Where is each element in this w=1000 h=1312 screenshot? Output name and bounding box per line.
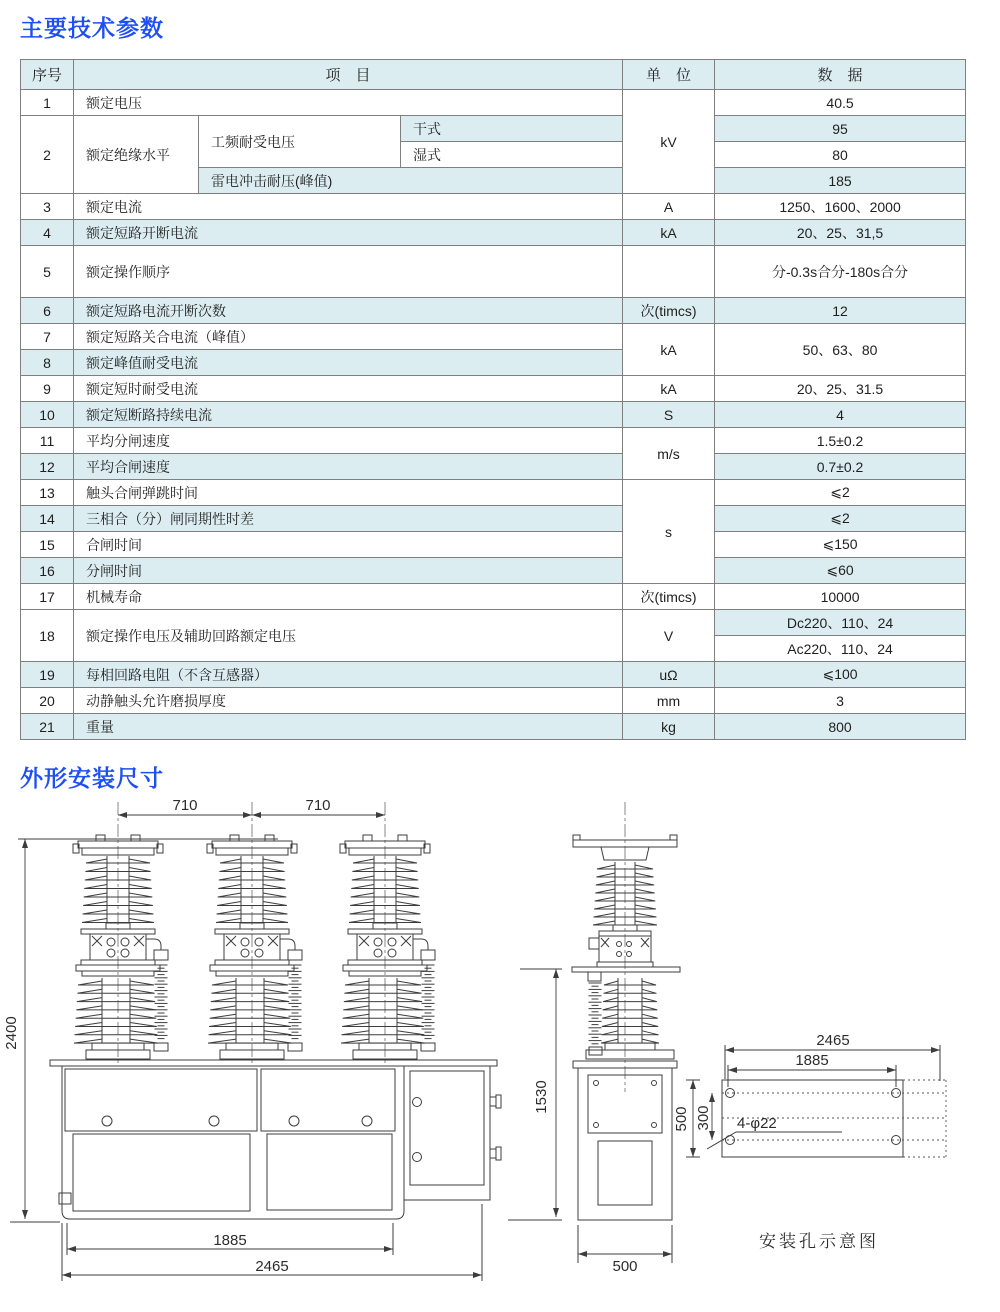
r20-unit: mm	[623, 688, 715, 714]
hole-diameter-label: 4-φ22	[737, 1115, 777, 1132]
r19-unit: uΩ	[623, 662, 715, 688]
r2-wet: 湿式	[401, 142, 623, 168]
r16-no: 16	[21, 558, 74, 584]
r4-unit: kA	[623, 220, 715, 246]
r11-unit: m/s	[623, 428, 715, 480]
r6-data: 12	[715, 298, 966, 324]
dim-pole-spacing-2: 710	[305, 797, 331, 814]
r9-no: 9	[21, 376, 74, 402]
table-row	[21, 584, 966, 610]
r5-unit	[623, 246, 715, 298]
r19-no: 19	[21, 662, 74, 688]
table-row	[21, 116, 966, 142]
r15-item: 合闸时间	[74, 532, 623, 558]
r18-data-dc: Dc220、110、24	[715, 610, 966, 636]
r7-data: 50、63、80	[715, 324, 966, 376]
r8-item: 额定峰值耐受电流	[74, 350, 623, 376]
table-row	[21, 688, 966, 714]
r10-data: 4	[715, 402, 966, 428]
r2-no: 2	[21, 116, 74, 194]
r19-item: 每相回路电阻（不含互感器）	[74, 662, 623, 688]
r21-data: 800	[715, 714, 966, 740]
section-title-dimensions: 外形安装尺寸	[20, 765, 164, 791]
r4-data: 20、25、31,5	[715, 220, 966, 246]
table-row	[21, 662, 966, 688]
r12-data: 0.7±0.2	[715, 454, 966, 480]
r21-unit: kg	[623, 714, 715, 740]
r3-item: 额定电流	[74, 194, 623, 220]
r10-item: 额定短断路持续电流	[74, 402, 623, 428]
mounting-hole-caption: 安装孔示意图	[759, 1232, 879, 1251]
r14-data: ⩽2	[715, 506, 966, 532]
table-row	[21, 220, 966, 246]
dim-pole-spacing-1: 710	[172, 797, 198, 814]
header-data: 数 据	[715, 60, 966, 90]
table-row	[21, 506, 966, 532]
r18-data-ac: Ac220、110、24	[715, 636, 966, 662]
table-row	[21, 480, 966, 506]
r8-no: 8	[21, 350, 74, 376]
r6-unit: 次(timcs)	[623, 298, 715, 324]
r9-unit: kA	[623, 376, 715, 402]
dim-holes-depth: 500	[673, 1106, 690, 1132]
parameters-table	[20, 59, 966, 740]
table-row	[21, 402, 966, 428]
table-header-row	[21, 60, 966, 90]
r16-item: 分闸时间	[74, 558, 623, 584]
r11-no: 11	[21, 428, 74, 454]
r12-item: 平均合闸速度	[74, 454, 623, 480]
r3-data: 1250、1600、2000	[715, 194, 966, 220]
r17-unit: 次(timcs)	[623, 584, 715, 610]
r20-item: 动静触头允许磨损厚度	[74, 688, 623, 714]
table-row	[21, 376, 966, 402]
r1-unit: kV	[623, 90, 715, 194]
table-row	[21, 90, 966, 116]
r3-no: 3	[21, 194, 74, 220]
r3-unit: A	[623, 194, 715, 220]
header-item: 项 目	[74, 60, 623, 90]
section-title-parameters: 主要技术参数	[20, 15, 164, 41]
r20-data: 3	[715, 688, 966, 714]
r12-no: 12	[21, 454, 74, 480]
dim-front-height: 2400	[3, 1016, 20, 1050]
r14-item: 三相合（分）闸同期性时差	[74, 506, 623, 532]
r2-data-impulse: 185	[715, 168, 966, 194]
r2-data-dry: 95	[715, 116, 966, 142]
dim-holes-spacing-y: 300	[695, 1105, 712, 1131]
r18-item: 额定操作电压及辅助回路额定电压	[74, 610, 623, 662]
table-row	[21, 454, 966, 480]
r2-group: 工频耐受电压	[199, 116, 401, 168]
r7-no: 7	[21, 324, 74, 350]
table-row	[21, 324, 966, 350]
r16-data: ⩽60	[715, 558, 966, 584]
r20-no: 20	[21, 688, 74, 714]
r18-no: 18	[21, 610, 74, 662]
r11-item: 平均分闸速度	[74, 428, 623, 454]
r17-item: 机械寿命	[74, 584, 623, 610]
table-row	[21, 558, 966, 584]
r9-item: 额定短时耐受电流	[74, 376, 623, 402]
dim-side-height: 1530	[533, 1080, 550, 1114]
r9-data: 20、25、31.5	[715, 376, 966, 402]
header-unit: 单 位	[623, 60, 715, 90]
r1-no: 1	[21, 90, 74, 116]
r2-dry: 干式	[401, 116, 623, 142]
r13-no: 13	[21, 480, 74, 506]
r1-data: 40.5	[715, 90, 966, 116]
table-row	[21, 532, 966, 558]
r5-data: 分-0.3s合分-180s合分	[715, 246, 966, 298]
r15-data: ⩽150	[715, 532, 966, 558]
r17-data: 10000	[715, 584, 966, 610]
table-row	[21, 610, 966, 636]
table-row	[21, 428, 966, 454]
table-row	[21, 246, 966, 298]
dim-front-body-width: 1885	[213, 1232, 247, 1249]
r21-no: 21	[21, 714, 74, 740]
table-row	[21, 298, 966, 324]
r13-item: 触头合闸弹跳时间	[74, 480, 623, 506]
r7-unit: kA	[623, 324, 715, 376]
outline-dimension-drawing	[0, 797, 1000, 1312]
r5-no: 5	[21, 246, 74, 298]
r10-unit: S	[623, 402, 715, 428]
r6-no: 6	[21, 298, 74, 324]
r4-no: 4	[21, 220, 74, 246]
r7-item: 额定短路关合电流（峰值）	[74, 324, 623, 350]
r15-no: 15	[21, 532, 74, 558]
r13-data: ⩽2	[715, 480, 966, 506]
r19-data: ⩽100	[715, 662, 966, 688]
r4-item: 额定短路开断电流	[74, 220, 623, 246]
r17-no: 17	[21, 584, 74, 610]
r21-item: 重量	[74, 714, 623, 740]
r2-impulse: 雷电冲击耐压(峰值)	[199, 168, 623, 194]
r13-unit: s	[623, 480, 715, 584]
table-row	[21, 194, 966, 220]
r5-item: 额定操作顺序	[74, 246, 623, 298]
r2-data-wet: 80	[715, 142, 966, 168]
r14-no: 14	[21, 506, 74, 532]
r2-item: 额定绝缘水平	[74, 116, 199, 194]
r6-item: 额定短路电流开断次数	[74, 298, 623, 324]
dim-holes-spacing-x: 1885	[795, 1052, 829, 1069]
dim-side-depth: 500	[612, 1258, 638, 1275]
dim-front-total-width: 2465	[255, 1258, 289, 1275]
r10-no: 10	[21, 402, 74, 428]
r1-item: 额定电压	[74, 90, 623, 116]
r11-data: 1.5±0.2	[715, 428, 966, 454]
r18-unit: V	[623, 610, 715, 662]
dim-holes-total-width: 2465	[816, 1032, 850, 1049]
header-no: 序号	[21, 60, 74, 90]
table-row	[21, 714, 966, 740]
